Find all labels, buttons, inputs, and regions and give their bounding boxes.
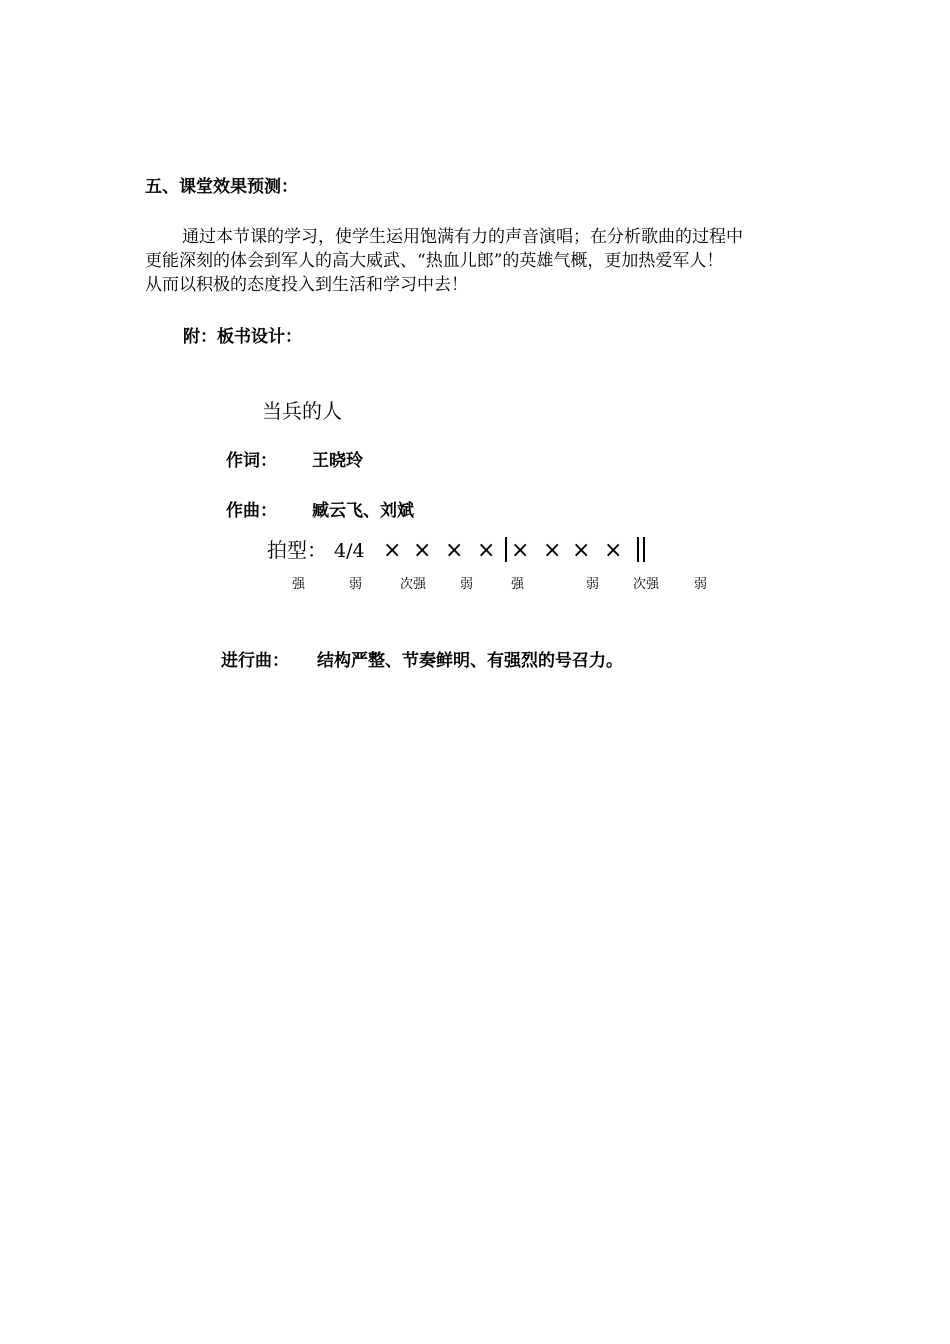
beat-mark: × (511, 538, 530, 563)
lyricist-label: 作词： (226, 451, 277, 471)
beat-mark: × (543, 538, 562, 563)
paragraph-line: 从而以积极的态度投入到生活和学习中去！ (145, 275, 468, 295)
accent-label: 强 (292, 577, 306, 592)
composer-label: 作曲： (226, 501, 277, 521)
final-bar-line (643, 537, 645, 562)
beat-mark: × (604, 538, 623, 563)
beat-mark: × (477, 538, 496, 563)
accent-label: 次强 (633, 577, 660, 592)
appendix-heading: 附：板书设计： (183, 327, 302, 347)
beat-mark: × (445, 538, 464, 563)
final-bar-line (637, 537, 639, 562)
accent-label: 弱 (694, 577, 708, 592)
lyricist-name: 王晓玲 (312, 451, 363, 471)
song-title: 当兵的人 (262, 399, 342, 423)
march-label: 进行曲： (221, 651, 289, 671)
accent-label: 强 (511, 577, 525, 592)
accent-label: 弱 (586, 577, 600, 592)
section-heading: 五、课堂效果预测： (145, 177, 298, 197)
accent-label: 弱 (460, 577, 474, 592)
accent-label: 次强 (400, 577, 427, 592)
paragraph-line: 更能深刻的体会到军人的高大威武、“热血儿郎”的英雄气概，更加热爱军人！ (145, 251, 724, 271)
time-signature: 4/4 (334, 540, 365, 562)
beat-mark: × (383, 538, 402, 563)
meter-label: 拍型： (267, 538, 327, 562)
beat-mark: × (572, 538, 591, 563)
accent-label: 弱 (349, 577, 363, 592)
march-description: 结构严整、节奏鲜明、有强烈的号召力。 (317, 651, 623, 671)
composer-name: 臧云飞、刘斌 (312, 501, 414, 521)
beat-mark: × (413, 538, 432, 563)
effect-paragraph (145, 225, 825, 297)
bar-line (505, 537, 507, 562)
paragraph-line: 通过本节课的学习，使学生运用饱满有力的声音演唱；在分析歌曲的过程中 (182, 227, 743, 247)
